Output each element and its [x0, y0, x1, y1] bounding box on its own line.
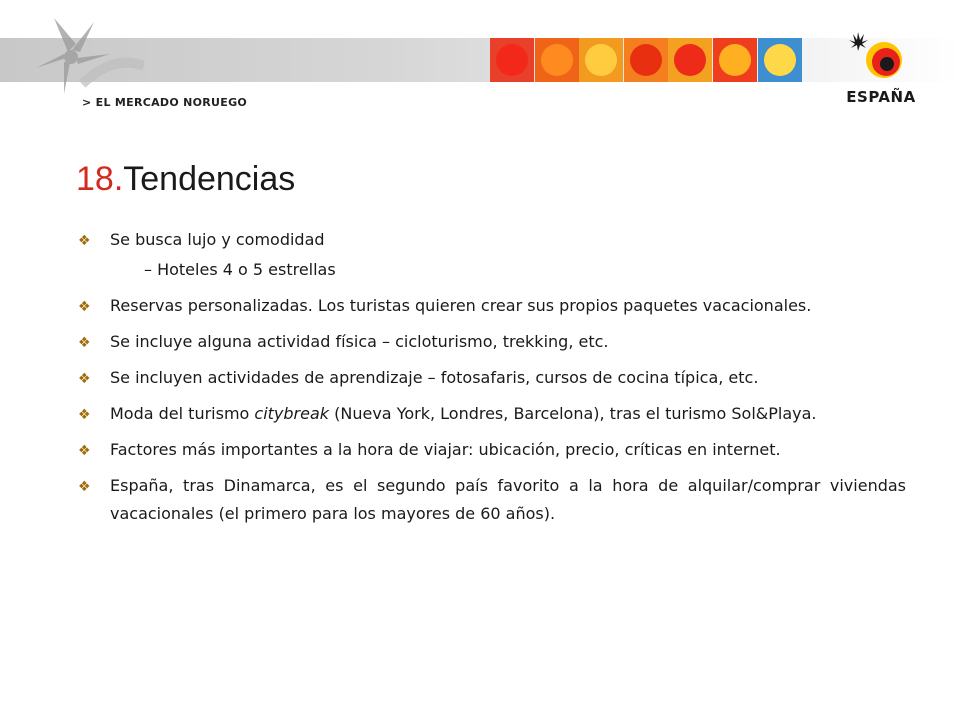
list-item-text: España, tras Dinamarca, es el segundo país favorito a la hora de alquilar/comprar viviendas vacacionales (el primero para los mayores de 60 años).	[110, 476, 906, 523]
list-item	[76, 292, 906, 320]
diamond-bullet-icon: ❖	[78, 407, 91, 423]
list-item	[76, 436, 906, 464]
diamond-bullet-icon: ❖	[78, 299, 91, 315]
list-item	[76, 226, 906, 254]
diamond-bullet-icon: ❖	[78, 233, 91, 249]
breadcrumb: > EL MERCADO NORUEGO	[82, 96, 248, 109]
list-item-text: – Hoteles 4 o 5 estrellas	[144, 260, 336, 279]
list-item-text: Se busca lujo y comodidad	[110, 230, 325, 249]
list-item	[76, 364, 906, 392]
logo-text: ESPAÑA	[846, 88, 916, 106]
trend-list	[76, 226, 906, 536]
red-sun-tile-icon	[713, 38, 757, 82]
diamond-bullet-icon: ❖	[78, 371, 91, 387]
square-sun-tile-icon	[668, 38, 712, 82]
espana-logo	[838, 26, 924, 112]
sun-rays-tile-icon	[579, 38, 623, 82]
list-item-text: Factores más importantes a la hora de viajar: ubicación, precio, críticas en internet.	[110, 440, 781, 459]
orange-circle-tile-icon	[535, 38, 579, 82]
list-item-text: Moda del turismo citybreak (Nueva York, Londres, Barcelona), tras el turismo Sol&Playa.	[110, 404, 817, 423]
title-text: Tendencias	[123, 160, 296, 198]
list-item-text: Se incluye alguna actividad física – cicloturismo, trekking, etc.	[110, 332, 609, 351]
list-item	[76, 400, 906, 428]
diamond-bullet-icon: ❖	[78, 479, 91, 495]
list-item-text: Se incluyen actividades de aprendizaje – fotosafaris, cursos de cocina típica, etc.	[110, 368, 759, 387]
sub-list-item	[76, 256, 906, 284]
sun-tiles-strip	[490, 38, 802, 82]
title-number: 18.	[76, 160, 124, 198]
list-item-text: Reservas personalizadas. Los turistas quieren crear sus propios paquetes vacacionales.	[110, 296, 812, 315]
star-decoration-icon	[24, 14, 144, 104]
red-circle-tile-icon	[490, 38, 534, 82]
page-title	[76, 160, 295, 199]
header-band	[0, 38, 960, 82]
diamond-bullet-icon: ❖	[78, 443, 91, 459]
diamond-bullet-icon: ❖	[78, 335, 91, 351]
list-item	[76, 472, 906, 528]
list-item	[76, 328, 906, 356]
logo-star-icon	[849, 32, 868, 51]
yellow-sun-tile-icon	[758, 38, 802, 82]
spider-sun-tile-icon	[624, 38, 668, 82]
